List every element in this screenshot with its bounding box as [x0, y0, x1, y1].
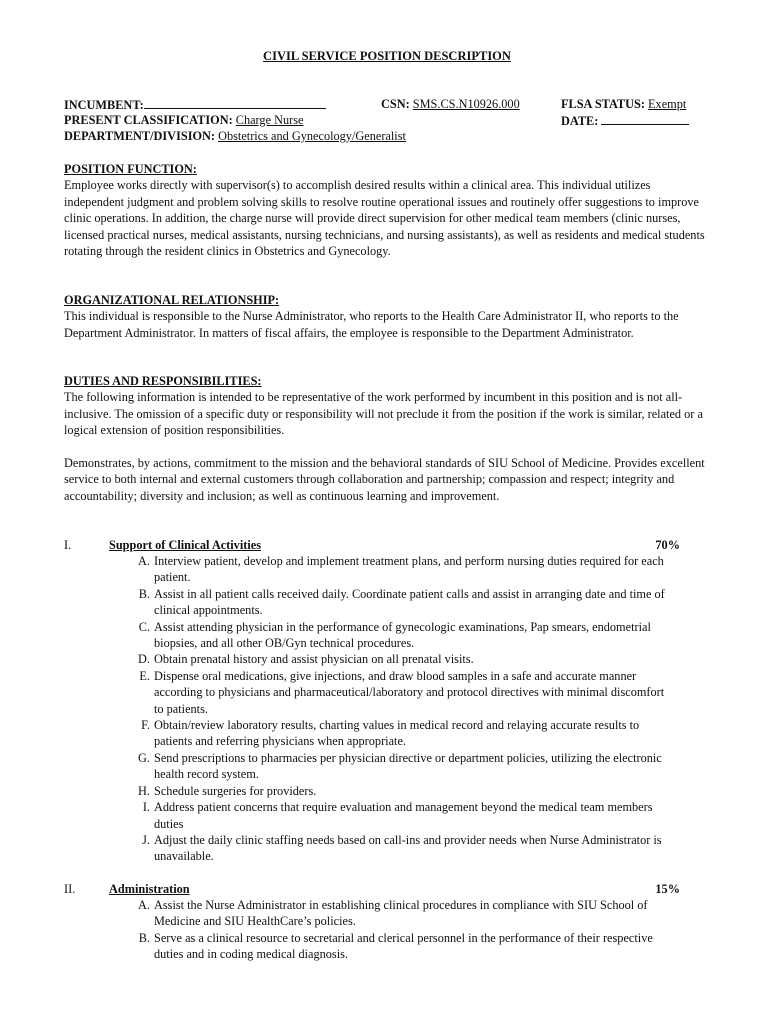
classification-value: Charge Nurse [235, 113, 304, 127]
item-letter: E. [139, 668, 150, 683]
item-text: Address patient concerns that require evaluation and management beyond the medical team members duties [154, 800, 653, 831]
duty-list [64, 897, 710, 963]
item-text: Send prescriptions to pharmacies per physician directive or department policies, utilizing the electronic health record system. [154, 750, 662, 782]
item-text: Interview patient, develop and implement treatment plans, and perform nursing duties required for each patient. [154, 554, 664, 585]
commitment-section [64, 455, 710, 504]
list-item [130, 717, 672, 750]
department-value: Obstetrics and Gynecology/Generalist [218, 129, 406, 143]
duty-section-administration [64, 881, 710, 963]
item-letter: G. [138, 750, 150, 765]
document-title: CIVIL SERVICE POSITION DESCRIPTION [263, 49, 511, 63]
flsa-line [561, 96, 686, 112]
position-function-text: Employee works directly with supervisor(s) to accomplish desired results within a clinical area. This individual utilizes independent judgment and problem solving skills to resolve routine operational issues and routinely offer suggestions to improve clinic operations. In addition, the charge nurse will provide direct supervision for other medical team members (clinic nurses, licensed practical nurses, medical assistants, nursing technicians, and nursing assistants), as well as residents and medical students rotating through the resident clinics in Obstetrics and Gynecology. [64, 178, 705, 259]
list-item [130, 799, 672, 832]
incumbent-blank [144, 96, 326, 109]
item-text: Serve as a clinical resource to secretarial and clerical personnel in the performance of their respective duties and in coding medical diagnosis. [154, 930, 653, 962]
position-function-heading: POSITION FUNCTION: [64, 162, 197, 176]
date-line [561, 112, 689, 129]
list-item [130, 750, 672, 783]
incumbent-label: INCUMBENT: [64, 98, 144, 112]
csn-value: SMS.CS.N10926.000 [412, 97, 520, 111]
position-function-section [64, 161, 710, 259]
section-percent: 15% [655, 882, 680, 896]
date-blank [601, 112, 689, 125]
classification-line [64, 112, 446, 128]
item-text: Schedule surgeries for providers. [154, 783, 317, 798]
item-letter: H. [138, 783, 150, 798]
flsa-label: FLSA STATUS: [561, 97, 645, 111]
duty-section-heading [64, 881, 710, 897]
item-letter: B. [138, 930, 150, 945]
org-relationship-section [64, 292, 710, 341]
duty-list [64, 553, 710, 865]
duties-section [64, 373, 710, 439]
item-letter: D. [138, 652, 150, 667]
item-letter: B. [138, 586, 150, 601]
csn-label: CSN: [381, 97, 410, 111]
org-relationship-heading: ORGANIZATIONAL RELATIONSHIP: [64, 293, 280, 307]
org-relationship-text: This individual is responsible to the Nurse Administrator, who reports to the Health Care Administrator II, who reports to the Department Administrator. In matters of fiscal affairs, the employee is responsible to the Department Administrator. [64, 309, 679, 340]
item-text: Obtain/review laboratory results, charting values in medical record and relaying accurate results to patients and referring physicians when appropriate. [154, 718, 640, 749]
item-text: Assist the Nurse Administrator in establishing clinical procedures in compliance with SIU School of Medicine and SIU HealthCare’s policies. [154, 898, 648, 929]
flsa-value: Exempt [648, 97, 687, 111]
item-letter: I. [142, 800, 150, 815]
commitment-text: Demonstrates, by actions, commitment to the mission and the behavioral standards of SIU School of Medicine. Provides excellent service to both internal and external customers through collaboration and partnership; compassion and respect; integrity and accountability; diversity and inclusion; as well as continuous learning and improvement. [64, 456, 705, 503]
item-letter: J. [142, 832, 150, 847]
csn-line [381, 96, 520, 112]
classification-label: PRESENT CLASSIFICATION: [64, 113, 233, 127]
department-label: DEPARTMENT/DIVISION: [64, 129, 216, 143]
date-label: DATE: [561, 114, 599, 128]
section-title: Support of Clinical Activities [109, 538, 262, 552]
item-letter: A. [138, 554, 150, 568]
section-title: Administration [109, 882, 190, 896]
item-text: Assist attending physician in the performance of gynecologic examinations, Pap smears, endometrial biopsies, and all other OB/Gyn technical procedures. [154, 619, 651, 651]
duties-intro: The following information is intended to be representative of the work performed by incumbent in this position and is not all-inclusive. The omission of a specific duty or responsibility will not preclude it from the position if the work is similar, related or a logical extension of position responsibilities. [64, 390, 703, 438]
section-numeral: II. [64, 882, 76, 896]
list-item [130, 586, 672, 619]
duties-heading: DUTIES AND RESPONSIBILITIES: [64, 374, 262, 388]
section-numeral: I. [64, 538, 72, 552]
list-item [130, 930, 672, 963]
item-letter: A. [138, 898, 150, 912]
list-item [130, 619, 672, 652]
item-text: Adjust the daily clinic staffing needs based on call-ins and provider needs when Nurse Administrator is unavailable. [154, 832, 662, 864]
department-line [64, 128, 446, 144]
list-item [130, 783, 672, 799]
list-item [130, 651, 672, 667]
list-item [130, 668, 672, 717]
duty-section-support-clinical [64, 537, 710, 865]
item-text: Dispense oral medications, give injections, and draw blood samples in a safe and accurate manner according to physicians and pharmaceutical/laboratory and protocol directives with minimal discomfort to patients. [154, 668, 665, 716]
incumbent-line [64, 96, 326, 113]
item-text: Assist in all patient calls received daily. Coordinate patient calls and assist in arranging date and time of clinical appointments. [154, 586, 665, 618]
item-letter: F. [141, 718, 150, 733]
duty-section-heading [64, 537, 710, 553]
item-text: Obtain prenatal history and assist physician on all prenatal visits. [154, 652, 474, 667]
list-item [130, 897, 672, 930]
list-item [130, 553, 672, 586]
section-percent: 70% [655, 538, 680, 552]
list-item [130, 832, 672, 865]
item-letter: C. [138, 619, 150, 634]
